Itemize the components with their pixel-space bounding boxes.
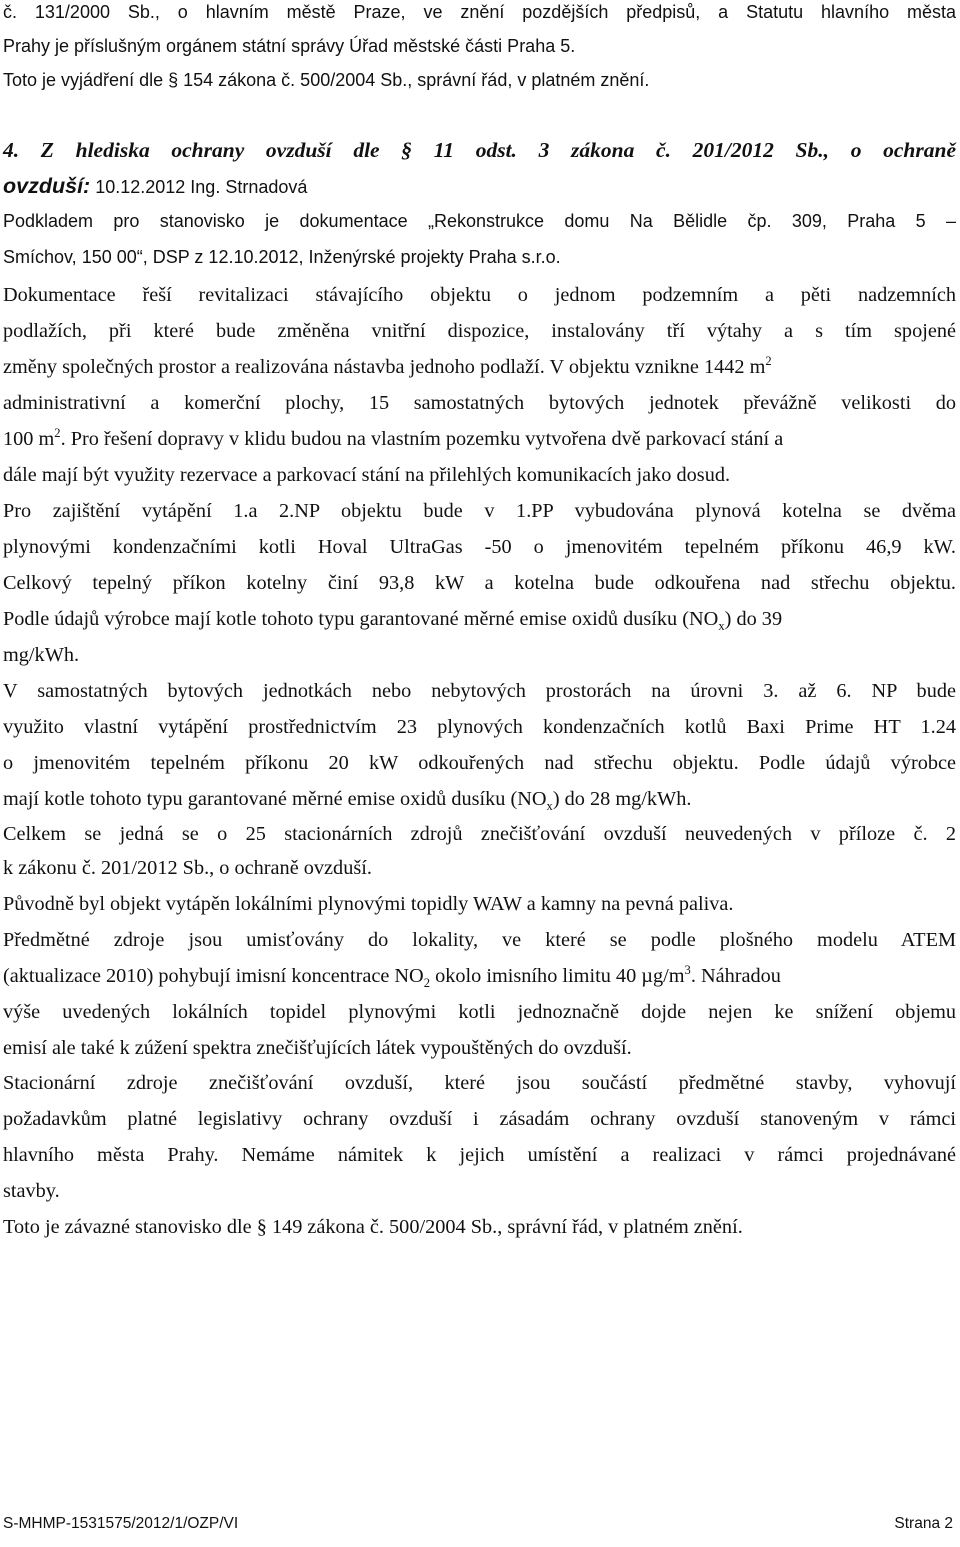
section-heading: 4. Z hlediska ochrany ovzduší dle § 11 odst. 3 zákona č. 201/2012 Sb., o ochraně: [3, 138, 956, 162]
body-line-20-a: (aktualizace 2010) pohybují imisní koncentrace NO: [3, 965, 424, 987]
superscript: 2: [765, 354, 772, 369]
page-footer: [3, 1515, 953, 1533]
body-line-8: plynovými kondenzačními kotli Hoval UltraGas -50 o jmenovitém tepelném příkonu 46,9 kW.: [3, 536, 956, 558]
intro-line-1: č. 131/2000 Sb., o hlavním městě Praze, ve znění pozdějších předpisů, a Statutu hlavního města: [3, 2, 956, 22]
body-line-11: mg/kWh.: [3, 644, 80, 666]
body-line-18: Původně byl objekt vytápěn lokálními plynovými topidly WAW a kamny na pevná paliva.: [3, 893, 734, 915]
body-line-21: výše uvedených lokálních topidel plynovými kotli jednoznačně dojde nejen ke snížení objemu: [3, 1001, 956, 1023]
body-line-24: požadavkům platné legislativy ochrany ovzduší i zásadám ochrany ovzduší stanoveným v rámci: [3, 1108, 956, 1130]
date-author: 10.12.2012 Ing. Strnadová: [90, 177, 308, 197]
body-line-17: k zákonu č. 201/2012 Sb., o ochraně ovzduší.: [3, 857, 372, 879]
body-line-15: [3, 787, 692, 814]
superscript: 3: [684, 963, 691, 978]
body-line-1: Dokumentace řeší revitalizaci stávajícího objektu o jednom podzemním a pěti nadzemních: [3, 284, 956, 306]
body-line-9: Celkový tepelný příkon kotelny činí 93,8 kW a kotelna bude odkouřena nad střechu objektu.: [3, 572, 956, 594]
body-line-16: Celkem se jedná se o 25 stacionárních zdrojů znečišťování ovzduší neuvedených v příloze č. 2: [3, 823, 956, 845]
body-line-12: V samostatných bytových jednotkách nebo nebytových prostorách na úrovni 3. až 6. NP bude: [3, 680, 956, 702]
subscript: x: [546, 799, 553, 814]
subscript: x: [718, 619, 725, 634]
body-line-5-a: 100 m: [3, 428, 55, 450]
body-line-14: o jmenovitém tepelném příkonu 20 kW odkouřených nad střechu objektu. Podle údajů výrobce: [3, 752, 956, 774]
body-line-10-b: ) do 39: [724, 608, 783, 630]
body-line-10: [3, 607, 783, 634]
body-line-4: administrativní a komerční plochy, 15 samostatných bytových jednotek převážně velikosti do: [3, 392, 956, 414]
body-line-6: dále mají být využity rezervace a parkovací stání na přilehlých komunikacích jako dosud.: [3, 464, 731, 486]
body-line-20-b: okolo imisního limitu 40 µg/m: [430, 965, 685, 987]
body-line-10-a: Podle údajů výrobce mají kotle tohoto typu garantované měrné emise oxidů dusíku (NO: [3, 608, 719, 630]
superscript: 2: [54, 426, 61, 441]
body-line-13: využito vlastní vytápění prostřednictvím 23 plynových kondenzačních kotlů Baxi Prime HT 1.24: [3, 716, 956, 738]
intro-line-3: Toto je vyjádření dle § 154 zákona č. 500/2004 Sb., správní řád, v platném znění.: [3, 70, 650, 90]
section-heading-line-2: [3, 174, 307, 199]
body-line-26: stavby.: [3, 1180, 60, 1202]
body-line-20: [3, 963, 781, 991]
reference-number: S-MHMP-1531575/2012/1/OZP/VI: [3, 1515, 239, 1532]
body-line-7: Pro zajištění vytápění 1.a 2.NP objektu bude v 1.PP vybudována plynová kotelna se dvěma: [3, 500, 956, 522]
intro-line-2: Prahy je příslušným orgánem státní správy Úřad městské části Praha 5.: [3, 36, 576, 56]
body-line-27: Toto je závazné stanovisko dle § 149 zákona č. 500/2004 Sb., správní řád, v platném znění.: [3, 1216, 743, 1238]
body-line-2: podlažích, při které bude změněna vnitřní dispozice, instalovány tří výtahy a s tím spojené: [3, 320, 956, 342]
basis-line-2: Smíchov, 150 00“, DSP z 12.10.2012, Inženýrské projekty Praha s.r.o.: [3, 247, 561, 267]
body-line-5: [3, 427, 783, 451]
body-line-22: emisí ale také k zúžení spektra znečišťujících látek vypouštěných do ovzduší.: [3, 1037, 632, 1059]
section-heading-cont: ovzduší:: [3, 174, 91, 198]
page-number: Strana 2: [894, 1515, 953, 1532]
body-line-23: Stacionární zdroje znečišťování ovzduší, které jsou součástí předmětné stavby, vyhovují: [3, 1072, 956, 1094]
body-line-3-text: změny společných prostor a realizována nástavba jednoho podlaží. V objektu vznikne 1442 m: [3, 356, 766, 378]
subscript: 2: [423, 976, 430, 991]
body-line-15-b: ) do 28 mg/kWh.: [552, 788, 692, 810]
body-line-15-a: mají kotle tohoto typu garantované měrné emise oxidů dusíku (NO: [3, 788, 547, 810]
body-line-3: [3, 355, 772, 379]
body-line-20-c: . Náhradou: [690, 965, 781, 987]
body-line-5-b: . Pro řešení dopravy v klidu budou na vlastním pozemku vytvořena dvě parkovací stání a: [60, 428, 784, 450]
body-line-19: Předmětné zdroje jsou umisťovány do lokality, ve které se podle plošného modelu ATEM: [3, 929, 956, 951]
basis-line-1: Podkladem pro stanovisko je dokumentace „Rekonstrukce domu Na Bělidle čp. 309, Praha 5 –: [3, 211, 956, 231]
body-line-25: hlavního města Prahy. Nemáme námitek k jejich umístění a realizaci v rámci projednávané: [3, 1144, 956, 1166]
